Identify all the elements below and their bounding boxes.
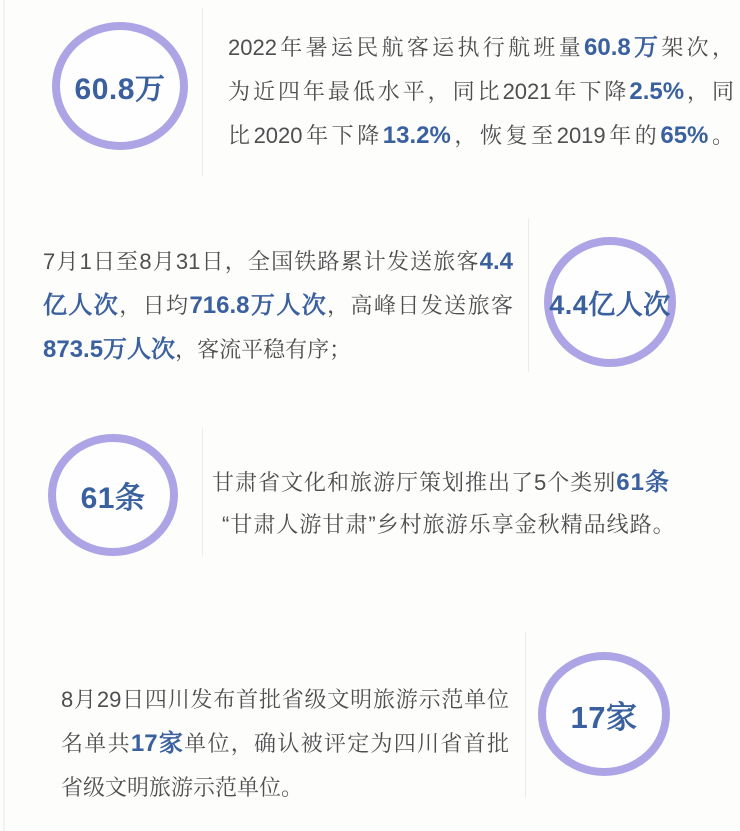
highlight-number: 2.5% bbox=[629, 78, 685, 105]
stat-value-aviation: 60.8万 bbox=[74, 73, 166, 106]
text-run: 。 bbox=[708, 123, 734, 148]
divider-railway bbox=[528, 218, 529, 372]
text-line bbox=[43, 284, 513, 328]
text-line bbox=[204, 504, 738, 546]
highlight-number: 65% bbox=[660, 122, 709, 149]
stat-value-gansu: 61条 bbox=[80, 482, 146, 515]
text-run: 架次， bbox=[661, 35, 734, 60]
stat-text-sichuan bbox=[61, 678, 509, 810]
stat-circle-aviation bbox=[52, 22, 188, 150]
text-run: 2022年暑运民航客运执行航班量 bbox=[228, 35, 585, 60]
highlight-number: 亿人次 bbox=[43, 292, 120, 319]
text-run: 7月1日至8月31日，全国铁路累计发送旅客 bbox=[43, 249, 480, 274]
text-run: ，同 bbox=[684, 79, 734, 104]
text-run: ，高峰日发送旅客 bbox=[327, 293, 513, 318]
text-run: 名单共 bbox=[61, 731, 131, 756]
highlight-number: 873.5万人次 bbox=[43, 336, 176, 363]
highlight-number: 17家 bbox=[130, 730, 185, 757]
stat-circle-gansu bbox=[48, 434, 178, 556]
text-line bbox=[61, 722, 509, 766]
text-line bbox=[228, 70, 734, 114]
divider-gansu bbox=[202, 428, 203, 556]
text-run: 为近四年最低水平，同比2021年下降 bbox=[228, 79, 630, 104]
text-run: 单位，确认被评定为四川省首批 bbox=[184, 731, 509, 756]
divider-aviation bbox=[202, 8, 203, 176]
text-run: “甘肃人游甘肃”乡村旅游乐享金秋精品线路。 bbox=[222, 512, 676, 537]
text-line bbox=[43, 240, 513, 284]
stat-value-railway: 4.4亿人次 bbox=[549, 289, 671, 320]
text-run: 省级文明旅游示范单位。 bbox=[61, 775, 304, 800]
divider-sichuan bbox=[525, 632, 526, 797]
stat-circle-sichuan bbox=[538, 652, 670, 776]
stat-value-sichuan: 17家 bbox=[570, 699, 638, 735]
highlight-number: 13.2% bbox=[382, 122, 451, 149]
text-line bbox=[228, 114, 734, 158]
text-run: 甘肃省文化和旅游厅策划推出了5个类别 bbox=[212, 470, 617, 495]
text-run: ，客流平稳有序； bbox=[175, 337, 352, 362]
stat-circle-railway bbox=[544, 237, 676, 367]
text-run: ，日均 bbox=[119, 293, 190, 318]
text-run: ，恢复至2019年的 bbox=[450, 123, 661, 148]
page-left-edge bbox=[3, 0, 5, 831]
text-line bbox=[61, 678, 509, 722]
text-line bbox=[61, 766, 509, 810]
highlight-number: 60.8万 bbox=[584, 34, 662, 61]
highlight-number: 4.4 bbox=[479, 248, 513, 275]
highlight-number: 61条 bbox=[616, 469, 670, 496]
text-run: 比2020年下降 bbox=[228, 123, 383, 148]
text-line bbox=[204, 462, 738, 504]
text-line bbox=[228, 26, 734, 70]
highlight-number: 716.8万人次 bbox=[189, 292, 328, 319]
text-run: 8月29日四川发布首批省级文明旅游示范单位 bbox=[61, 687, 509, 712]
stat-text-gansu bbox=[204, 462, 738, 546]
stat-text-aviation bbox=[228, 26, 734, 158]
stat-text-railway bbox=[43, 240, 513, 372]
text-line bbox=[43, 328, 513, 372]
